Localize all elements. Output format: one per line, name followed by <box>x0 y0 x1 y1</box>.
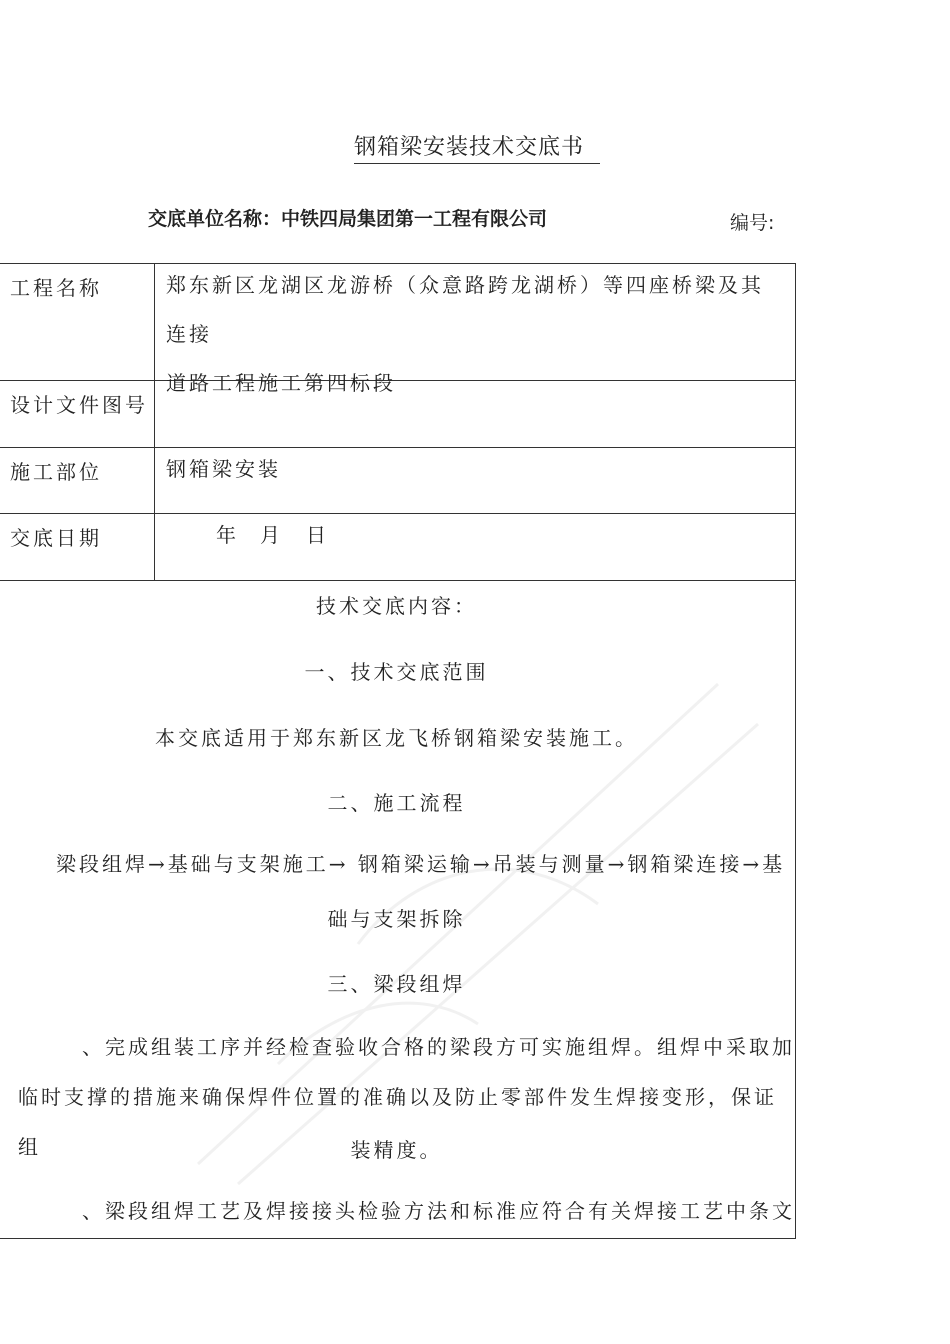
section-3-para-1-line-2: 临时支撑的措施来确保焊件位置的准确以及防止零部件发生焊接变形，保证组 <box>18 1085 777 1159</box>
construction-part-value: 钢箱梁安装 <box>166 457 281 481</box>
section-1-title: 一、技术交底范围 <box>304 660 489 684</box>
section-3-para-1-line-1: 、完成组装工序并经检查验收合格的梁段方可实施组焊。组焊中采取加 <box>82 1035 795 1059</box>
document-number-label: 编号: <box>730 212 775 234</box>
date-day: 日 <box>306 523 329 547</box>
section-1-text: 本交底适用于郑东新区龙飞桥钢箱梁安装施工。 <box>155 726 638 750</box>
section-3-title: 三、梁段组焊 <box>327 972 466 996</box>
section-2-flow-line-1: 梁段组焊→基础与支架施工→ 钢箱梁运输→吊装与测量→钢箱梁连接→基 <box>56 852 786 876</box>
project-name-line-2: 道路工程施工第四标段 <box>166 371 396 395</box>
table-row-project-name <box>0 264 795 395</box>
section-3-para-1-line-3: 装精度。 <box>350 1138 443 1162</box>
project-name-label: 工程名称 <box>10 276 102 300</box>
table-row-construction-part <box>0 448 795 514</box>
issuing-unit: 交底单位名称：中铁四局集团第一工程有限公司 <box>148 208 548 230</box>
disclosure-table <box>0 263 796 1239</box>
table-row-date <box>0 514 795 581</box>
date-month: 月 <box>260 523 283 547</box>
table-row-design-doc <box>0 381 795 448</box>
section-2-title: 二、施工流程 <box>327 791 466 815</box>
design-doc-label: 设计文件图号 <box>10 393 148 417</box>
content-heading: 技术交底内容： <box>316 594 477 618</box>
section-2-flow-line-2: 础与支架拆除 <box>327 907 466 931</box>
project-name-line-1: 郑东新区龙湖区龙游桥（众意路跨龙湖桥）等四座桥梁及其连接 <box>166 273 764 346</box>
construction-part-label: 施工部位 <box>10 460 102 484</box>
date-year: 年 <box>216 523 239 547</box>
section-3-para-2-line-1: 、梁段组焊工艺及焊接接头检验方法和标准应符合有关焊接工艺中条文 <box>82 1199 795 1223</box>
date-label: 交底日期 <box>10 526 102 550</box>
document-title: 钢箱梁安装技术交底书 <box>354 130 600 164</box>
